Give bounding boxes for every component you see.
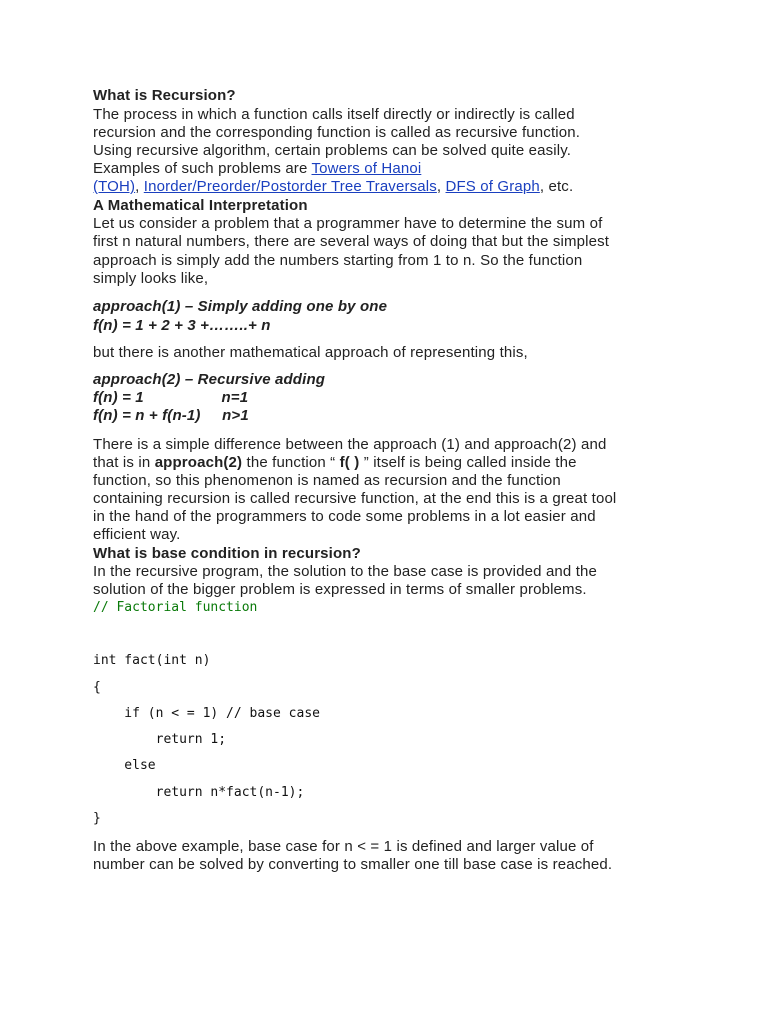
para1-line4-text: Examples of such problems are (93, 160, 312, 177)
link-dfs-of-graph[interactable]: DFS of Graph (445, 178, 540, 195)
code-line: else (93, 758, 156, 773)
para1-line3: Using recursive algorithm, certain problems can be solved quite easily. (93, 142, 572, 159)
approach2-formula1: f(n) = 1 n=1 (93, 389, 249, 406)
code-comment: // Factorial function (93, 600, 258, 615)
separator: , (436, 178, 446, 195)
para4-line2 (93, 454, 577, 472)
code-line: return n*fact(n-1); (93, 785, 305, 800)
para4-emphasis-f: f( ) (339, 454, 360, 471)
para5-line2: solution of the bigger problem is expressed in terms of smaller problems. (93, 581, 587, 598)
para1-line5 (93, 178, 573, 196)
para1-line1: The process in which a function calls itself directly or indirectly is called (93, 106, 575, 123)
code-line: { (93, 680, 101, 695)
para1-line2: recursion and the corresponding function is called as recursive function. (93, 124, 581, 141)
para1-line4 (93, 160, 421, 178)
heading-mathematical-interpretation: A Mathematical Interpretation (93, 197, 308, 214)
heading-base-condition: What is base condition in recursion? (93, 545, 361, 562)
para5-line1: In the recursive program, the solution to the base case is provided and the (93, 563, 598, 580)
para6-line2: number can be solved by converting to smaller one till base case is reached. (93, 856, 613, 873)
code-line: if (n < = 1) // base case (93, 706, 320, 721)
code-line: int fact(int n) (93, 653, 211, 668)
link-tree-traversals[interactable]: Inorder/Preorder/Postorder Tree Traversals (143, 178, 437, 195)
para4-line3: function, so this phenomenon is named as recursion and the function (93, 472, 561, 489)
para3: but there is another mathematical approach of representing this, (93, 344, 528, 361)
approach1-title: approach(1) – Simply adding one by one (93, 298, 388, 315)
approach1-formula: f(n) = 1 + 2 + 3 +……..+ n (93, 317, 271, 334)
para4-line5: in the hand of the programmers to code some problems in a lot easier and (93, 508, 596, 525)
code-line: } (93, 811, 101, 826)
para1-tail: , etc. (539, 178, 574, 195)
para4-text: ” itself is being called inside the (359, 454, 577, 471)
para2-line1: Let us consider a problem that a programmer have to determine the sum of (93, 215, 603, 232)
para2-line3: approach is simply add the numbers starting from 1 to n. So the function (93, 252, 583, 269)
heading-what-is-recursion: What is Recursion? (93, 87, 236, 104)
para4-emphasis-approach2: approach(2) (154, 454, 243, 471)
para4-line1: There is a simple difference between the approach (1) and approach(2) and (93, 436, 607, 453)
para2-line4: simply looks like, (93, 270, 209, 287)
para2-line2: first n natural numbers, there are several ways of doing that but the simplest (93, 233, 610, 250)
separator: , (135, 178, 144, 195)
para4-line4: containing recursion is called recursive function, at the end this is a great tool (93, 490, 617, 507)
para4-text: that is in (93, 454, 155, 471)
link-toh[interactable]: (TOH) (93, 178, 136, 195)
para6-line1: In the above example, base case for n < = 1 is defined and larger value of (93, 838, 594, 855)
code-line: return 1; (93, 732, 227, 747)
approach2-title: approach(2) – Recursive adding (93, 371, 326, 388)
para4-line6: efficient way. (93, 526, 181, 543)
approach2-formula2: f(n) = n + f(n-1) n>1 (93, 407, 249, 424)
link-towers-of-hanoi[interactable]: Towers of Hanoi (311, 160, 422, 177)
para4-text: the function “ (242, 454, 340, 471)
